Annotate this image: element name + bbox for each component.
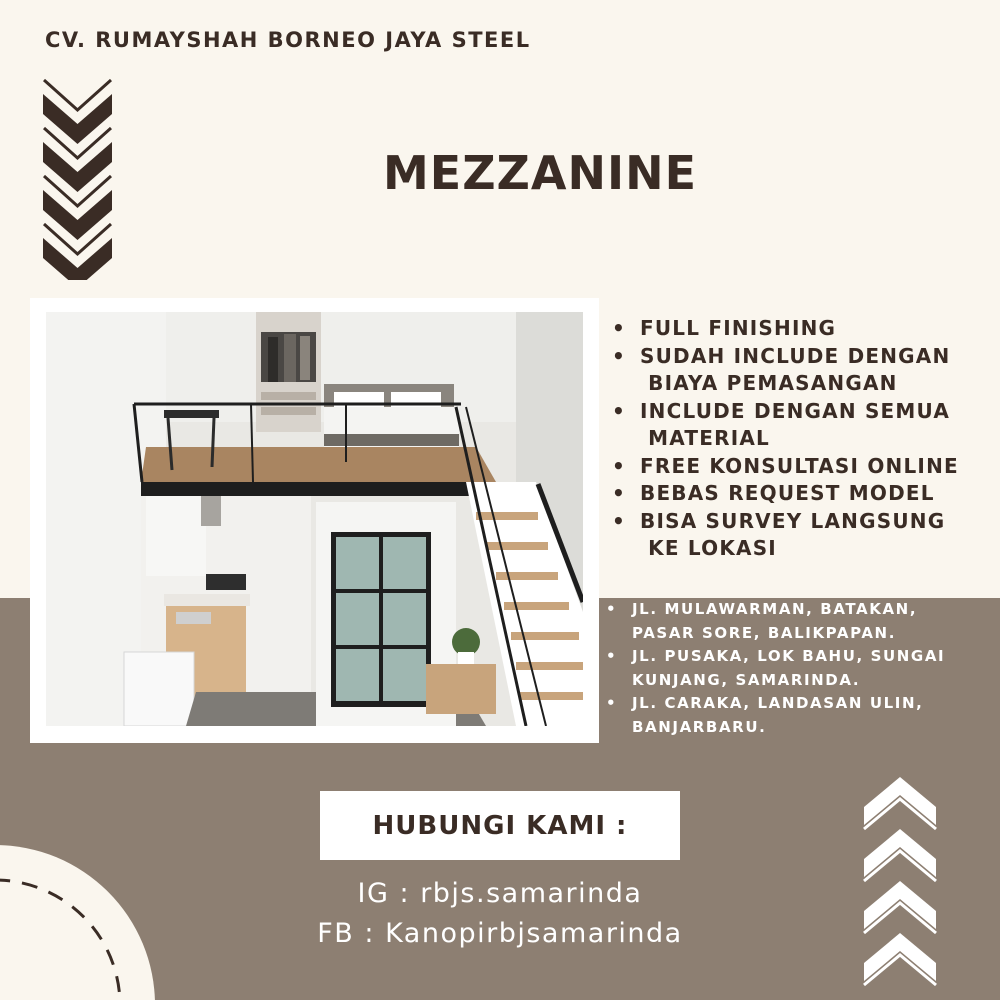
feature-item [612,480,959,508]
address-item [606,692,945,739]
address-text: JL. MULAWARMAN, BATAKAN, PASAR SORE, BALIKPAPAN. [632,600,918,642]
bullet: • [612,343,626,368]
instagram-handle: IG : rbjs.samarinda [357,878,643,909]
mezzanine-loft-photo [46,312,583,726]
chevron-up-stack-icon [860,775,940,997]
feature-text: BISA SURVEY LANGSUNG KE LOKASI [640,508,946,560]
bullet: • [612,481,626,505]
company-name: CV. RUMAYSHAH BORNEO JAYA STEEL [45,28,531,52]
address-item [606,598,945,645]
feature-text: FREE KONSULTASI ONLINE [640,453,959,478]
feature-item [612,343,959,398]
contact-banner [320,791,680,860]
feature-item [612,453,959,481]
dashed-circle-decoration [0,790,160,1000]
bullet: • [606,600,618,618]
bullet: • [612,453,626,478]
feature-text: FULL FINISHING [640,316,837,340]
contact-heading: HUBUNGI KAMI : [372,810,628,841]
bullet: • [612,398,626,423]
feature-item [612,398,959,453]
address-text: JL. CARAKA, LANDASAN ULIN, BANJARBARU. [632,694,924,736]
address-text: JL. PUSAKA, LOK BAHU, SUNGAI KUNJANG, SAMARINDA. [632,647,946,689]
feature-list [612,315,959,563]
feature-text: INCLUDE DENGAN SEMUA MATERIAL [640,398,951,450]
bullet: • [606,647,618,665]
bullet: • [606,694,618,712]
address-item [606,645,945,692]
headline-title: MEZZANINE [383,146,698,200]
bullet: • [612,508,626,533]
address-list [606,598,945,739]
feature-item [612,508,959,563]
feature-text: BEBAS REQUEST MODEL [640,481,935,505]
feature-item [612,315,959,343]
bullet: • [612,316,626,340]
chevron-down-stack-icon [40,70,115,280]
photo-frame [30,298,599,743]
feature-text: SUDAH INCLUDE DENGAN BIAYA PEMASANGAN [640,343,951,395]
facebook-handle: FB : Kanopirbjsamarinda [317,918,683,949]
